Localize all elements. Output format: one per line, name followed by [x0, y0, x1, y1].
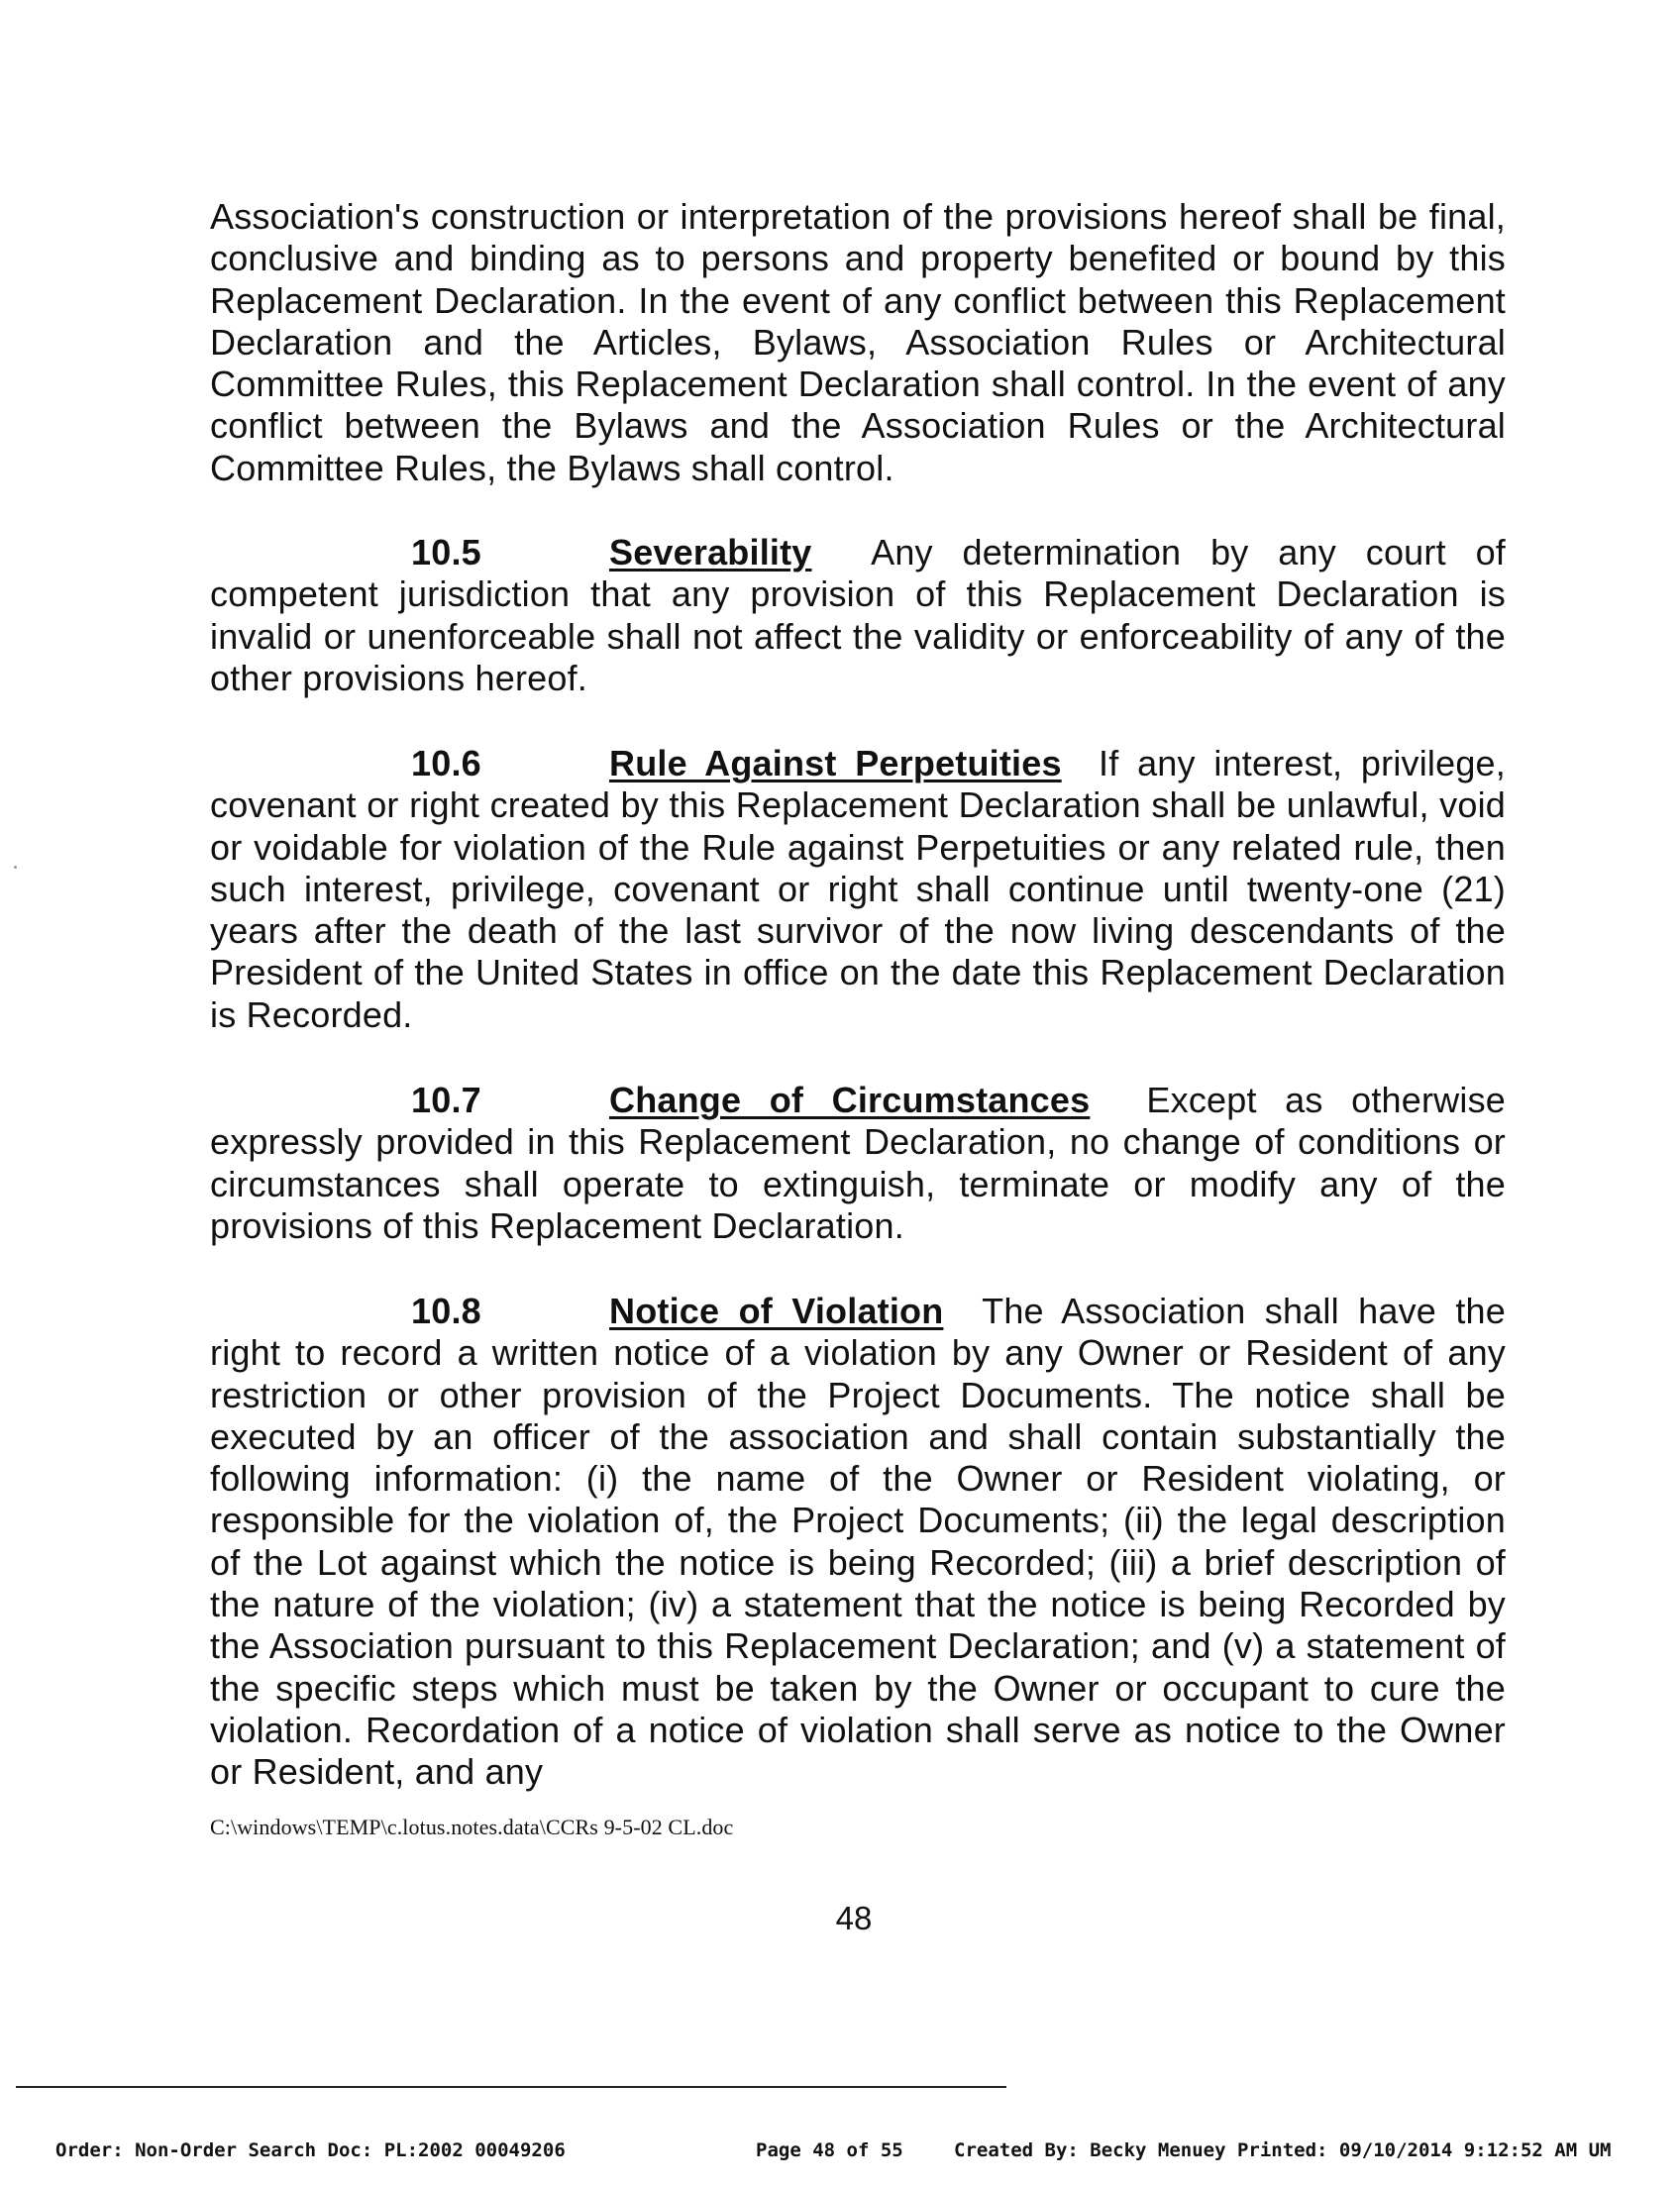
section-body: Except as otherwise expressly provided in this Replacement Declaration, no change of conditions or circumstances shall operate to extinguish, terminate or modify any of the provisions of this Replacement Declaration.	[210, 1080, 1506, 1246]
section-number: 10.7	[411, 1080, 481, 1120]
section-body: The Association shall have the right to record a written notice of a violation by any Owner or Resident of any restriction or other provision of the Project Documents. The notice shall be executed by an officer of the association and shall contain substantially the following information: (i) the name of the Owner or Resident violating, or responsible for the violation of, the Project Documents; (ii) the legal description of the Lot against which the notice is being Recorded; (iii) a brief description of the nature of the violation; (iv) a statement that the notice is being Recorded by the Association pursuant to this Replacement Declaration; and (v) a statement of the specific steps which must be taken by the Owner or occupant to cure the violation. Recordation of a notice of violation shall serve as notice to the Owner or Resident, and any	[210, 1291, 1506, 1793]
section-title: Rule Against Perpetuities	[609, 743, 1062, 783]
intro-paragraph: Association's construction or interpretation of the provisions hereof shall be final, conclusive and binding as to persons and property benefited or bound by this Replacement Declaration. In the event of any conflict between this Replacement Declaration and the Articles, Bylaws, Association Rules or Architectural Committee Rules, this Replacement Declaration shall control. In the event of any conflict between the Bylaws and the Association Rules or the Architectural Committee Rules, the Bylaws shall control.	[210, 196, 1506, 488]
section-title: Severability	[609, 532, 812, 573]
footer-order-info: Order: Non-Order Search Doc: PL:2002 00049206	[55, 2139, 566, 2161]
document-file-path: C:\windows\TEMP\c.lotus.notes.data\CCRs 9-5-02 CL.doc	[210, 1815, 734, 1839]
section-title: Change of Circumstances	[609, 1080, 1091, 1120]
section-number: 10.5	[411, 532, 481, 573]
section-number: 10.8	[411, 1291, 481, 1331]
footer-divider	[16, 2086, 1006, 2088]
section-body: Any determination by any court of competent jurisdiction that any provision of this Replacement Declaration is invalid or unenforceable shall not affect the validity or enforceability of any of the other provisions hereof.	[210, 532, 1506, 698]
section-title: Notice of Violation	[609, 1291, 944, 1331]
section-10-7	[210, 1080, 1506, 1247]
section-10-6	[210, 743, 1506, 1036]
section-10-8	[210, 1291, 1506, 1794]
section-number: 10.6	[411, 743, 481, 783]
footer-created-printed: Created By: Becky Menuey Printed: 09/10/2014 9:12:52 AM UM	[954, 2139, 1612, 2161]
page-number: 48	[835, 1900, 873, 1936]
footer-page-info: Page 48 of 55	[756, 2139, 903, 2161]
section-body: If any interest, privilege, covenant or right created by this Replacement Declaration shall be unlawful, void or voidable for violation of the Rule against Perpetuities or any related rule, then such interest, privilege, covenant or right shall continue until twenty-one (21) years after the death of the last survivor of the now living descendants of the President of the United States in office on the date this Replacement Declaration is Recorded.	[210, 743, 1506, 1035]
scan-speck	[14, 866, 17, 869]
section-10-5	[210, 532, 1506, 699]
